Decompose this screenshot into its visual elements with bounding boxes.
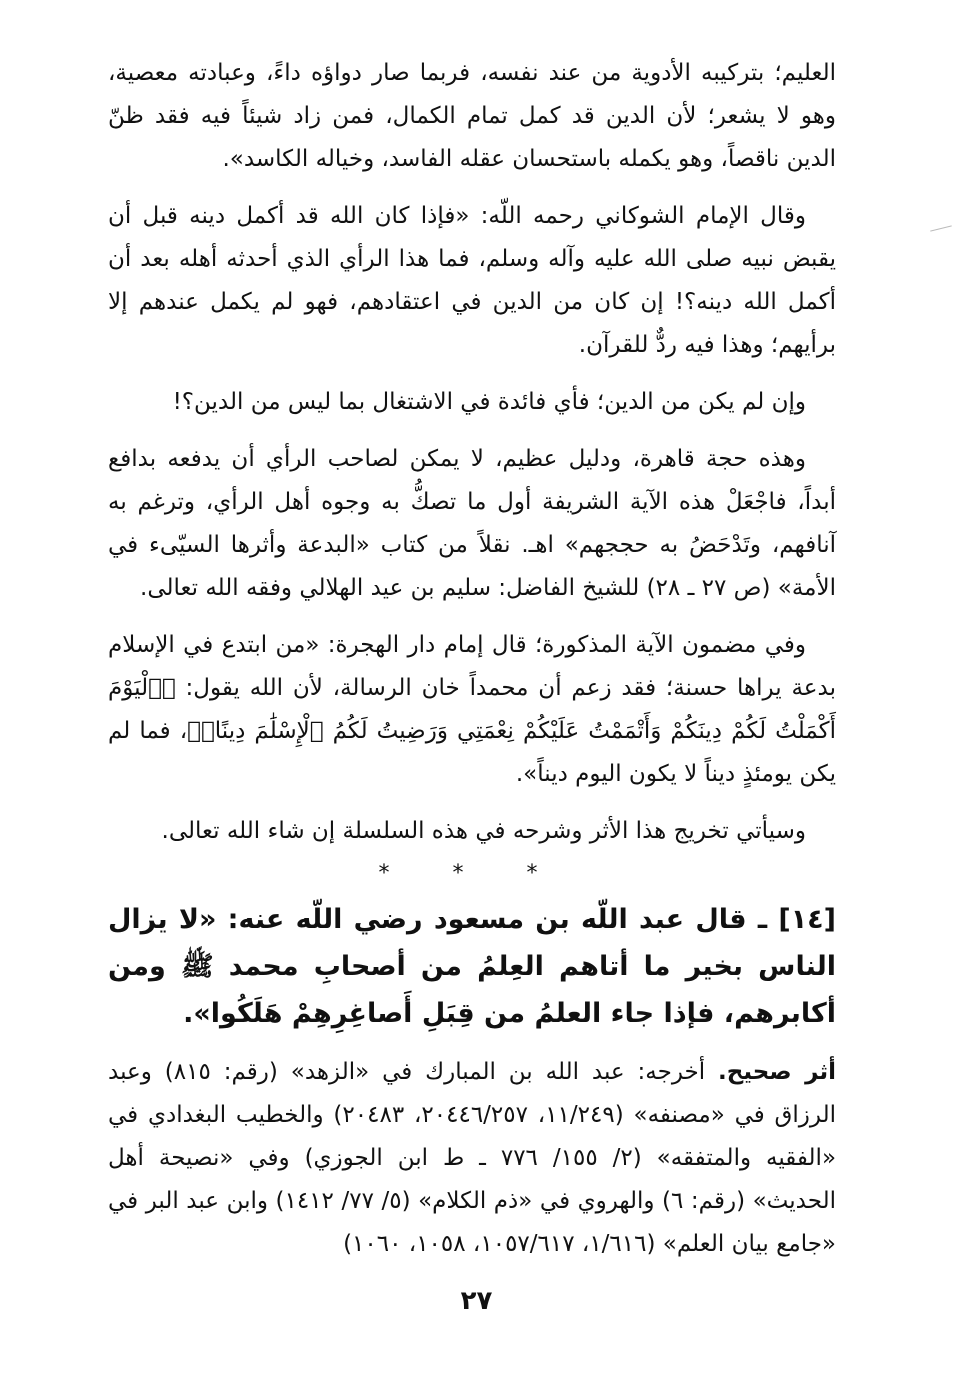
paragraph-gap (108, 424, 836, 438)
paragraph-malik-quote: وفي مضمون الآية المذكورة؛ قال إمام دار الهجرة: «من ابتدع في الإسلام بدعة يراها حسنة؛ فقد زعم أن محمداً خان الرسالة، لأن الله يقول: ﴿ٱلْيَوْمَ أَكْمَلْتُ لَكُمْ دِينَكُمْ وَأَتْمَمْتُ عَلَيْكُمْ نِعْمَتِي وَرَضِيتُ لَكُمُ ٱلْإِسْلَٰمَ دِينًاۚ﴾، فما لم يكن يومئذٍ ديناً لا يكون اليوم ديناً». (108, 632, 836, 787)
paragraph-shawkani-quote: وقال الإمام الشوكاني رحمه اللّه: «فإذا كان الله قد أكمل دينه قبل أن يقبض نبيه صلى الله عليه وآله وسلم، فما هذا الرأي الذي أحدثه أهله بعد أن أكمل الله دينه؟! إن كان من الدين في اعتقادهم، فهو لم يكمل عندهم إلا برأيهم؛ وهذا فيه ردٌّ للقرآن. (108, 203, 836, 358)
paragraph-gap (108, 181, 836, 195)
paragraph-rhetorical-question: وإن لم يكن من الدين؛ فأي فائدة في الاشتغال بما ليس من الدين؟! (172, 389, 806, 415)
page-body (108, 52, 836, 1266)
section-separator: * * * (378, 861, 566, 886)
takhrij-paragraph (108, 1051, 836, 1266)
paragraph-gap (108, 796, 836, 810)
paragraph-argument: وهذه حجة قاهرة، ودليل عظيم، لا يمكن لصاحب الرأي أن يدفعه بدافع أبداً، فاجْعَلْ هذه الآية الشريفة أول ما تصكُّ به وجوه أهل الرأي، وترغم به آنافهم، وتَدْحَضُ به حججهم» اهـ. نقلاً من كتاب «البدعة وأثرها السيّىء في الأمة» (ص ٢٧ ـ ٢٨) للشيخ الفاضل: سليم بن عيد الهلالي وفقه الله تعالى. (108, 446, 836, 601)
paragraph-gap (108, 610, 836, 624)
authenticity-grade: أثر صحيح. (718, 1059, 836, 1085)
paragraph-continuation: العليم؛ بتركيبه الأدوية من عند نفسه، فربما صار دواؤه داءً، وعبادته معصية، وهو لا يشعر؛ لأن الدين قد كمل تمام الكمال، فمن زاد شيئاً فيه فقد ظنّ الدين ناقصاً، وهو يكمله باستحسان عقله الفاسد، وخياله الكاسد». (108, 60, 836, 172)
page-number: ٢٧ (460, 1286, 493, 1316)
paragraph-forthcoming-note: وسيأتي تخريج هذا الأثر وشرحه في هذه السلسلة إن شاء الله تعالى. (161, 818, 806, 844)
takhrij-text: أخرجه: عبد الله بن المبارك في «الزهد» (رقم: ٨١٥) وعبد الرزاق في «مصنفه» (١١/٢٤٩، ٢٠٤٤٦/٢٥٧، ٢٠٤٨٣) والخطيب البغدادي في «الفقيه والمتفقه» (٢/ ١٥٥/ ٧٧٦ ـ ط ابن الجوزي) وفي «نصيحة أهل الحديث» (رقم: ٦) والهروي في «ذم الكلام» (٥/ ٧٧/ ١٤١٢) وابن عبد البر في «جامع بيان العلم» (١/٦١٦، ١٠٥٧/٦١٧، ١٠٥٨، ١٠٦٠) (108, 1059, 837, 1257)
narration-heading: [١٤] ـ قال عبد اللّه بن مسعود رضي اللّه عنه: «لا يزال الناس بخير ما أتاهم العِلمُ من أصحابِ محمد ﷺ ومن أكابرهم، فإذا جاء العلمُ من قِبَلِ أَصاغِرِهِمْ هَلَكُوا». (108, 904, 836, 1029)
scan-edge-mark (930, 225, 952, 231)
paragraph-gap (108, 1037, 836, 1051)
paragraph-gap (108, 367, 836, 381)
